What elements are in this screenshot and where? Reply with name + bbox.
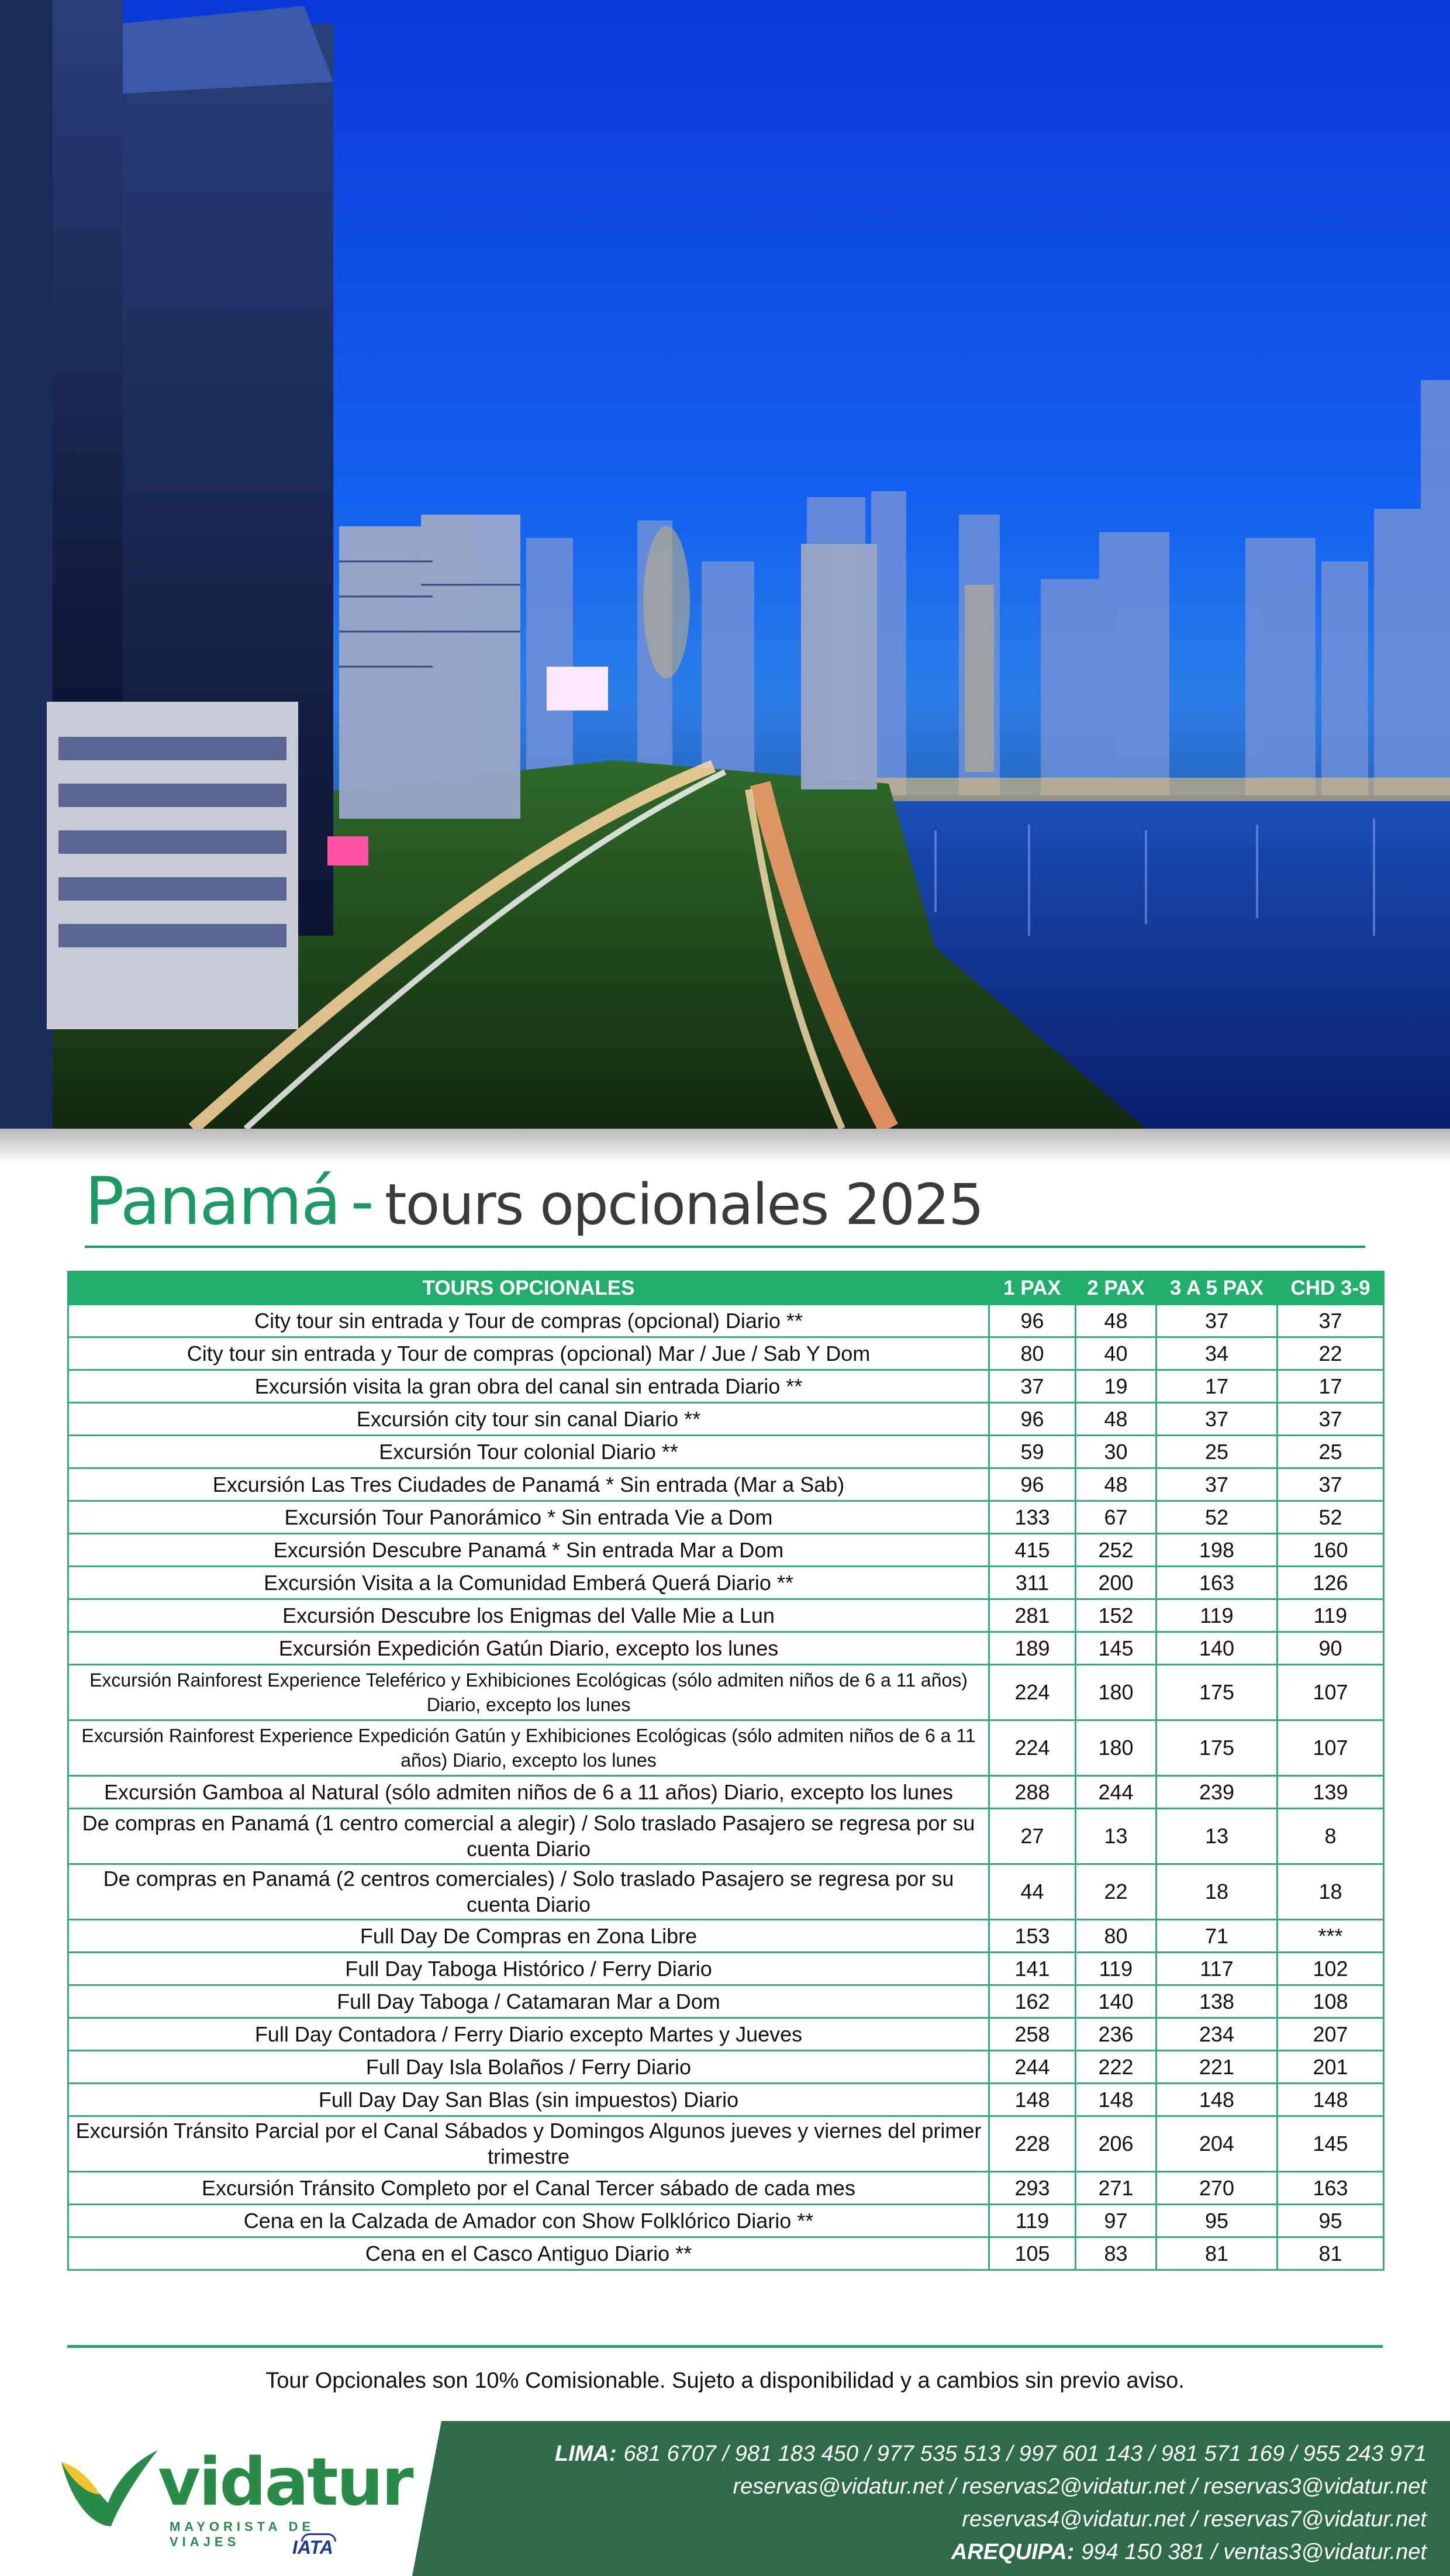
price-2pax: 200	[1076, 1567, 1156, 1599]
table-row	[68, 2237, 1384, 2270]
hero-bottom-shadow	[0, 1129, 1450, 1164]
tour-name: Full Day Taboga / Catamaran Mar a Dom	[68, 1985, 989, 2018]
table-row	[68, 2084, 1384, 2116]
table-row	[68, 1567, 1384, 1599]
table-row	[68, 1436, 1384, 1468]
price-1pax: 37	[989, 1370, 1076, 1403]
arequipa-contact: 994 150 381 / ventas3@vidatur.net	[1081, 2540, 1427, 2564]
price-2pax: 244	[1076, 1776, 1156, 1809]
tour-name: Excursión Tour colonial Diario **	[68, 1436, 989, 1468]
tour-name: Excursión Tour Panorámico * Sin entrada Vie a Dom	[68, 1501, 989, 1534]
tour-name: Excursión Tránsito Parcial por el Canal Sábados y Domingos Algunos jueves y viernes del primer trimestre	[68, 2116, 989, 2172]
price-3-5pax: 239	[1156, 1776, 1278, 1809]
price-3-5pax: 95	[1156, 2205, 1278, 2237]
header-3-5pax: 3 A 5 PAX	[1156, 1272, 1278, 1305]
price-1pax: 224	[989, 1720, 1076, 1776]
title-country: Panamá	[85, 1164, 340, 1240]
price-2pax: 145	[1076, 1632, 1156, 1665]
price-3-5pax: 204	[1156, 2116, 1278, 2172]
price-chd: 126	[1278, 1567, 1384, 1599]
price-1pax: 96	[989, 1403, 1076, 1436]
price-chd: 139	[1278, 1776, 1384, 1809]
price-3-5pax: 17	[1156, 1370, 1278, 1403]
price-3-5pax: 71	[1156, 1920, 1278, 1953]
price-1pax: 228	[989, 2116, 1076, 2172]
tour-name: Excursión Descubre Panamá * Sin entrada Mar a Dom	[68, 1534, 989, 1567]
price-3-5pax: 175	[1156, 1665, 1278, 1720]
iata-mark: IATA	[292, 2537, 333, 2558]
price-3-5pax: 81	[1156, 2237, 1278, 2270]
price-2pax: 148	[1076, 2084, 1156, 2116]
price-chd: 119	[1278, 1599, 1384, 1632]
tour-name: Full Day De Compras en Zona Libre	[68, 1920, 989, 1953]
price-chd: 90	[1278, 1632, 1384, 1665]
tour-name: Excursión city tour sin canal Diario **	[68, 1403, 989, 1436]
price-1pax: 281	[989, 1599, 1076, 1632]
table-row	[68, 2116, 1384, 2172]
table-row	[68, 1370, 1384, 1403]
arequipa-label: AREQUIPA:	[951, 2540, 1075, 2564]
price-chd: 201	[1278, 2051, 1384, 2084]
price-1pax: 27	[989, 1809, 1076, 1864]
tour-name: City tour sin entrada y Tour de compras (opcional) Mar / Jue / Sab Y Dom	[68, 1337, 989, 1370]
price-chd: 163	[1278, 2172, 1384, 2205]
price-2pax: 83	[1076, 2237, 1156, 2270]
brand-name: vidatur	[158, 2444, 412, 2520]
price-3-5pax: 52	[1156, 1501, 1278, 1534]
price-chd: 52	[1278, 1501, 1384, 1534]
price-3-5pax: 138	[1156, 1985, 1278, 2018]
price-1pax: 44	[989, 1864, 1076, 1920]
price-3-5pax: 163	[1156, 1567, 1278, 1599]
price-2pax: 152	[1076, 1599, 1156, 1632]
price-2pax: 119	[1076, 1953, 1156, 1985]
header-2pax: 2 PAX	[1076, 1272, 1156, 1305]
page-title	[85, 1164, 1365, 1246]
price-1pax: 162	[989, 1985, 1076, 2018]
price-1pax: 141	[989, 1953, 1076, 1985]
tour-name: De compras en Panamá (1 centro comercial a alegir) / Solo traslado Pasajero se regresa por su cuenta Diario	[68, 1809, 989, 1864]
price-chd: 102	[1278, 1953, 1384, 1985]
header-1pax: 1 PAX	[989, 1272, 1076, 1305]
lima-contact-line	[433, 2437, 1427, 2470]
price-chd: ***	[1278, 1920, 1384, 1953]
price-1pax: 288	[989, 1776, 1076, 1809]
tour-name: Full Day Isla Bolaños / Ferry Diario	[68, 2051, 989, 2084]
price-chd: 160	[1278, 1534, 1384, 1567]
price-2pax: 13	[1076, 1809, 1156, 1864]
tour-name: Excursión Expedición Gatún Diario, excepto los lunes	[68, 1632, 989, 1665]
price-1pax: 189	[989, 1632, 1076, 1665]
price-chd: 95	[1278, 2205, 1384, 2237]
price-3-5pax: 37	[1156, 1305, 1278, 1337]
tour-name: Excursión Las Tres Ciudades de Panamá * Sin entrada (Mar a Sab)	[68, 1468, 989, 1501]
emails-line-2: reservas4@vidatur.net / reservas7@vidatur.net	[962, 2507, 1427, 2532]
price-3-5pax: 221	[1156, 2051, 1278, 2084]
table-row	[68, 1920, 1384, 1953]
price-2pax: 30	[1076, 1436, 1156, 1468]
price-3-5pax: 25	[1156, 1436, 1278, 1468]
tour-name: Excursión Descubre los Enigmas del Valle Mie a Lun	[68, 1599, 989, 1632]
table-row	[68, 1534, 1384, 1567]
brand-tagline: MAYORISTA DE VIAJES	[170, 2519, 315, 2549]
price-1pax: 258	[989, 2018, 1076, 2051]
header-tours: TOURS OPCIONALES	[68, 1272, 989, 1305]
table-row	[68, 1953, 1384, 1985]
price-1pax: 80	[989, 1337, 1076, 1370]
table-header-row	[68, 1272, 1384, 1305]
tour-name: Excursión Tránsito Completo por el Canal Tercer sábado de cada mes	[68, 2172, 989, 2205]
table-row	[68, 1665, 1384, 1720]
price-chd: 25	[1278, 1436, 1384, 1468]
price-chd: 22	[1278, 1337, 1384, 1370]
price-3-5pax: 175	[1156, 1720, 1278, 1776]
arequipa-contact-line	[433, 2536, 1427, 2568]
price-2pax: 252	[1076, 1534, 1156, 1567]
price-3-5pax: 37	[1156, 1403, 1278, 1436]
table-row	[68, 2018, 1384, 2051]
price-1pax: 148	[989, 2084, 1076, 2116]
price-3-5pax: 148	[1156, 2084, 1278, 2116]
table-row	[68, 1305, 1384, 1337]
price-1pax: 244	[989, 2051, 1076, 2084]
table-row	[68, 1864, 1384, 1920]
price-2pax: 271	[1076, 2172, 1156, 2205]
price-1pax: 153	[989, 1920, 1076, 1953]
price-2pax: 180	[1076, 1720, 1156, 1776]
table-row	[68, 2051, 1384, 2084]
vidatur-logo	[56, 2433, 412, 2567]
tour-name: City tour sin entrada y Tour de compras (opcional) Diario **	[68, 1305, 989, 1337]
tour-name: Full Day Contadora / Ferry Diario excepto Martes y Jueves	[68, 2018, 989, 2051]
price-2pax: 97	[1076, 2205, 1156, 2237]
price-2pax: 236	[1076, 2018, 1156, 2051]
price-2pax: 67	[1076, 1501, 1156, 1534]
price-2pax: 22	[1076, 1864, 1156, 1920]
price-1pax: 59	[989, 1436, 1076, 1468]
price-1pax: 293	[989, 2172, 1076, 2205]
price-chd: 18	[1278, 1864, 1384, 1920]
tour-name: Excursión Gamboa al Natural (sólo admiten niños de 6 a 11 años) Diario, excepto los lunes	[68, 1776, 989, 1809]
table-row	[68, 1403, 1384, 1436]
tour-name: Excursión visita la gran obra del canal sin entrada Diario **	[68, 1370, 989, 1403]
vidatur-logo-mark	[56, 2439, 161, 2538]
footer-divider	[67, 2345, 1383, 2348]
table-row	[68, 1776, 1384, 1809]
table-row	[68, 1632, 1384, 1665]
price-2pax: 48	[1076, 1305, 1156, 1337]
price-3-5pax: 119	[1156, 1599, 1278, 1632]
price-chd: 17	[1278, 1370, 1384, 1403]
lima-label: LIMA:	[555, 2441, 617, 2466]
table-row	[68, 2205, 1384, 2237]
price-chd: 145	[1278, 2116, 1384, 2172]
price-2pax: 40	[1076, 1337, 1156, 1370]
price-2pax: 48	[1076, 1468, 1156, 1501]
price-chd: 108	[1278, 1985, 1384, 2018]
price-chd: 207	[1278, 2018, 1384, 2051]
price-2pax: 140	[1076, 1985, 1156, 2018]
tour-name: Excursión Rainforest Experience Expedición Gatún y Exhibiciones Ecológicas (sólo admiten niños de 6 a 11 años) Diario, excepto los lunes	[68, 1720, 989, 1776]
price-3-5pax: 140	[1156, 1632, 1278, 1665]
table-row	[68, 1599, 1384, 1632]
price-1pax: 133	[989, 1501, 1076, 1534]
table-row	[68, 1985, 1384, 2018]
disclaimer-text: Tour Opcionales son 10% Comisionable. Sujeto a disponibilidad y a cambios sin previo aviso.	[265, 2368, 1185, 2393]
price-2pax: 206	[1076, 2116, 1156, 2172]
table-row	[68, 1468, 1384, 1501]
price-2pax: 180	[1076, 1665, 1156, 1720]
skyline-illustration	[0, 0, 1450, 1129]
price-1pax: 105	[989, 2237, 1076, 2270]
tour-name: De compras en Panamá (2 centros comerciales) / Solo traslado Pasajero se regresa por su cuenta Diario	[68, 1864, 989, 1920]
price-chd: 148	[1278, 2084, 1384, 2116]
price-2pax: 222	[1076, 2051, 1156, 2084]
price-3-5pax: 18	[1156, 1864, 1278, 1920]
header-chd: CHD 3-9	[1278, 1272, 1384, 1305]
hero-photo-panama-city	[0, 0, 1450, 1129]
emails-line-1: reservas@vidatur.net / reservas2@vidatur.net / reservas3@vidatur.net	[733, 2474, 1427, 2499]
price-2pax: 19	[1076, 1370, 1156, 1403]
contact-info	[433, 2437, 1427, 2568]
price-3-5pax: 270	[1156, 2172, 1278, 2205]
table-row	[68, 2172, 1384, 2205]
price-1pax: 415	[989, 1534, 1076, 1567]
price-1pax: 96	[989, 1305, 1076, 1337]
price-1pax: 119	[989, 2205, 1076, 2237]
price-1pax: 224	[989, 1665, 1076, 1720]
price-3-5pax: 13	[1156, 1809, 1278, 1864]
title-underline	[85, 1246, 1365, 1248]
tour-name: Excursión Rainforest Experience Teleférico y Exhibiciones Ecológicas (sólo admiten niños de 6 a 11 años) Diario, excepto los lunes	[68, 1665, 989, 1720]
price-chd: 37	[1278, 1305, 1384, 1337]
price-3-5pax: 34	[1156, 1337, 1278, 1370]
price-2pax: 48	[1076, 1403, 1156, 1436]
tour-name: Full Day Day San Blas (sin impuestos) Diario	[68, 2084, 989, 2116]
price-3-5pax: 198	[1156, 1534, 1278, 1567]
price-3-5pax: 37	[1156, 1468, 1278, 1501]
table-row	[68, 1501, 1384, 1534]
price-3-5pax: 234	[1156, 2018, 1278, 2051]
price-chd: 8	[1278, 1809, 1384, 1864]
table-row	[68, 1720, 1384, 1776]
tour-name: Full Day Taboga Histórico / Ferry Diario	[68, 1953, 989, 1985]
price-1pax: 311	[989, 1567, 1076, 1599]
tours-price-table	[67, 1271, 1385, 2271]
table-row	[68, 1337, 1384, 1370]
title-separator: -	[350, 1164, 374, 1240]
lima-phones: 681 6707 / 981 183 450 / 977 535 513 / 997 601 143 / 981 571 169 / 955 243 971	[623, 2441, 1427, 2466]
price-chd: 81	[1278, 2237, 1384, 2270]
tour-name: Cena en la Calzada de Amador con Show Folklórico Diario **	[68, 2205, 989, 2237]
price-3-5pax: 117	[1156, 1953, 1278, 1985]
table-row	[68, 1809, 1384, 1864]
tour-name: Excursión Visita a la Comunidad Emberá Querá Diario **	[68, 1567, 989, 1599]
price-chd: 107	[1278, 1665, 1384, 1720]
price-1pax: 96	[989, 1468, 1076, 1501]
title-subtitle: tours opcionales 2025	[384, 1172, 983, 1237]
price-chd: 107	[1278, 1720, 1384, 1776]
price-chd: 37	[1278, 1403, 1384, 1436]
tour-name: Cena en el Casco Antiguo Diario **	[68, 2237, 989, 2270]
price-2pax: 80	[1076, 1920, 1156, 1953]
price-chd: 37	[1278, 1468, 1384, 1501]
